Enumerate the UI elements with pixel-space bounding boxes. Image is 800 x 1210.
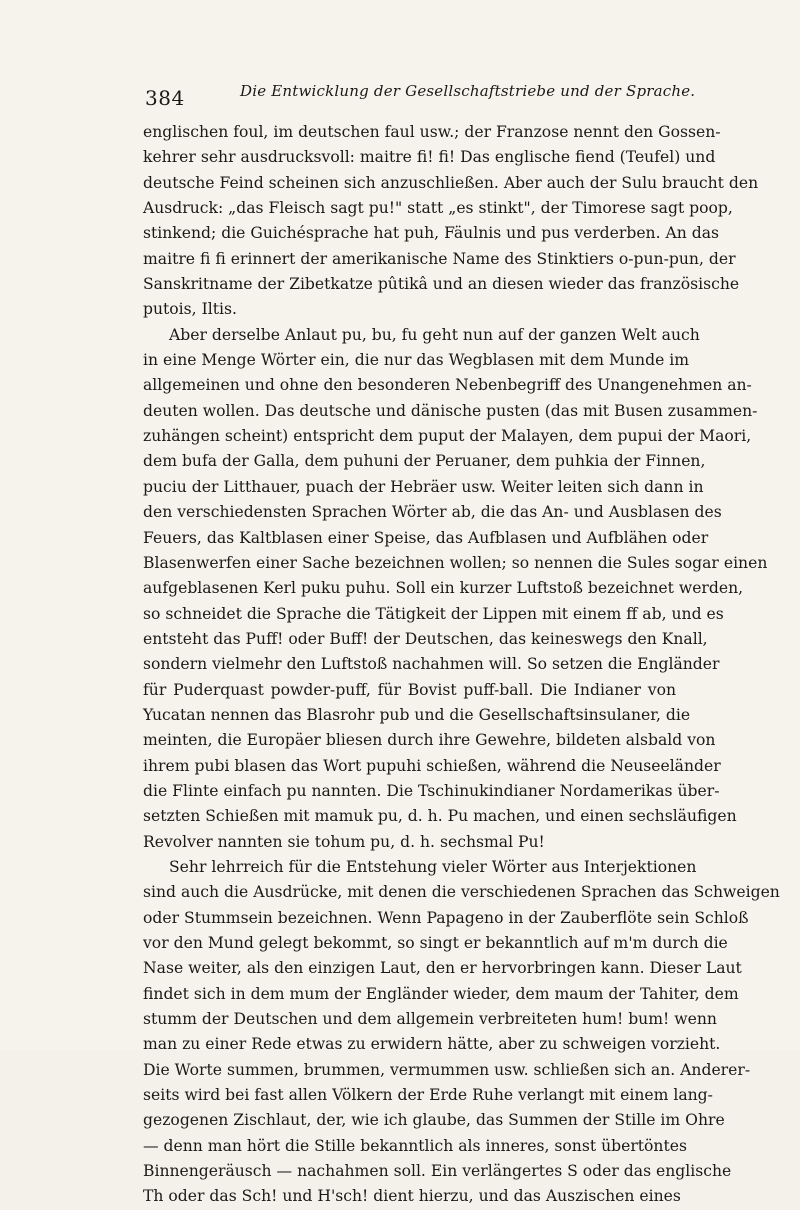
- text-line: putois, Iltis.: [143, 300, 237, 319]
- text-line: englischen foul, im deutschen faul usw.; der Franzose nennt den Gossen-: [143, 123, 721, 141]
- body-text: [143, 120, 780, 1210]
- text-line: Ausdruck: „das Fleisch sagt pu!" statt „es stinkt", der Timorese sagt poop,: [143, 199, 733, 218]
- text-line: gezogenen Zischlaut, der, wie ich glaube, das Summen der Stille im Ohre: [143, 1111, 725, 1130]
- text-line: stumm der Deutschen und dem allgemein verbreiteten hum! bum! wenn: [143, 1010, 717, 1029]
- text-line: den verschiedensten Sprachen Wörter ab, die das An- und Ausblasen des: [143, 503, 722, 522]
- text-line: die Flinte einfach pu nannten. Die Tschinukindianer Nordamerikas über-: [143, 781, 720, 800]
- text-line: vor den Mund gelegt bekommt, so singt er bekanntlich auf m'm durch die: [143, 934, 728, 952]
- text-line: dem bufa der Galla, dem puhuni der Peruaner, dem puhkia der Finnen,: [143, 452, 706, 471]
- text-line: Nase weiter, als den einzigen Laut, den er hervorbringen kann. Dieser Laut: [143, 959, 742, 978]
- text-line: Die Worte summen, brummen, vermummen usw. schließen sich an. Anderer-: [143, 1060, 751, 1079]
- text-line: puciu der Litthauer, puach der Hebräer usw. Weiter leiten sich dann in: [143, 477, 704, 496]
- text-line: allgemeinen und ohne den besonderen Nebenbegriff des Unangenehmen an-: [143, 376, 752, 395]
- text-line: Aber derselbe Anlaut pu, bu, fu geht nun auf der ganzen Welt auch: [169, 325, 700, 344]
- text-line: Yucatan nennen das Blasrohr pub und die Gesellschaftsinsulaner, die: [143, 705, 691, 724]
- text-line: meinten, die Europäer bliesen durch ihre Gewehre, bildeten alsbald von: [143, 731, 716, 750]
- paragraph: [143, 120, 759, 323]
- text-line: Sehr lehrreich für die Entstehung vieler Wörter aus Interjektionen: [169, 857, 697, 876]
- text-line: deutsche Feind scheinen sich anzuschließen. Aber auch der Sulu braucht den: [143, 173, 759, 192]
- text-line: seits wird bei fast allen Völkern der Erde Ruhe verlangt mit einem lang-: [143, 1086, 713, 1105]
- text-line: deuten wollen. Das deutsche und dänische pusten (das mit Busen zusammen-: [143, 401, 758, 420]
- text-line: stinkend; die Guichésprache hat puh, Fäulnis und pus verderben. An das: [143, 224, 720, 243]
- paragraph: [143, 855, 780, 1210]
- text-line: setzten Schießen mit mamuk pu, d. h. Pu machen, und einen sechsläufigen: [143, 807, 737, 826]
- text-line: findet sich in dem mum der Engländer wieder, dem maum der Tahiter, dem: [143, 984, 739, 1003]
- text-line: sind auch die Ausdrücke, mit denen die verschiedenen Sprachen das Schweigen: [143, 883, 780, 902]
- text-line: Revolver nannten sie tohum pu, d. h. sechsmal Pu!: [143, 832, 545, 851]
- text-line: sondern vielmehr den Luftstoß nachahmen will. So setzen die Engländer: [143, 655, 720, 674]
- text-line: für Puderquast powder-puff, für Bovist puff-ball. Die Indianer von: [143, 680, 676, 699]
- text-line: oder Stummsein bezeichnen. Wenn Papageno in der Zauberflöte sein Schloß: [143, 908, 749, 927]
- text-line: Binnengeräusch — nachahmen soll. Ein verlängertes S oder das englische: [143, 1162, 732, 1181]
- page-number: 384: [145, 86, 185, 110]
- text-line: Th oder das Sch! und H'sch! dient hierzu, und das Auszischen eines: [143, 1187, 681, 1206]
- text-line: ihrem pubi blasen das Wort pupuhi schießen, während die Neuseeländer: [143, 756, 721, 775]
- text-line: Feuers, das Kaltblasen einer Speise, das Aufblasen und Aufblähen oder: [143, 528, 709, 547]
- text-line: Blasenwerfen einer Sache bezeichnen wollen; so nennen die Sules sogar einen: [143, 553, 768, 572]
- running-title: Die Entwicklung der Gesellschaftstriebe und der Sprache.: [240, 82, 696, 100]
- text-line: so schneidet die Sprache die Tätigkeit der Lippen mit einem ff ab, und es: [143, 604, 724, 623]
- text-line: Sanskritname der Zibetkatze pûtikâ und an diesen wieder das französische: [143, 275, 740, 294]
- running-head: [145, 82, 696, 112]
- text-line: man zu einer Rede etwas zu erwidern hätte, aber zu schweigen vorzieht.: [143, 1035, 721, 1054]
- text-line: maitre fi fi erinnert der amerikanische Name des Stinktiers o-pun-pun, der: [143, 249, 736, 268]
- text-line: in eine Menge Wörter ein, die nur das Wegblasen mit dem Munde im: [143, 351, 690, 370]
- text-line: entsteht das Puff! oder Buff! der Deutschen, das keineswegs den Knall,: [143, 629, 708, 648]
- text-line: kehrer sehr ausdrucksvoll: maitre fi! fi! Das englische fiend (Teufel) und: [143, 148, 716, 167]
- text-line: zuhängen scheint) entspricht dem puput der Malayen, dem pupui der Maori,: [143, 427, 752, 446]
- text-line: — denn man hört die Stille bekanntlich als inneres, sonst übertöntes: [143, 1136, 687, 1155]
- paragraph: [143, 323, 768, 855]
- text-line: aufgeblasenen Kerl puku puhu. Soll ein kurzer Luftstoß bezeichnet werden,: [143, 579, 744, 598]
